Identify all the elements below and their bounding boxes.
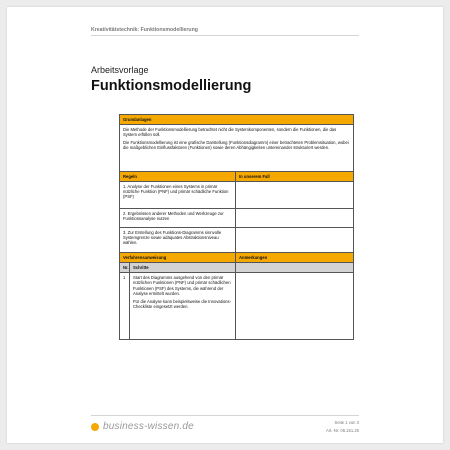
document-kind: Arbeitsvorlage (91, 65, 149, 75)
page-number: Seite 1 von 3 (334, 420, 359, 425)
section-heading-notes: Anmerkungen (236, 253, 354, 263)
step-number: 1 (120, 273, 130, 340)
grundlagen-text (120, 125, 354, 172)
case-notes-cell[interactable] (236, 182, 354, 209)
step-paragraph: Für die Analyse kann beispielsweise die Innovations-Checkliste eingesetzt werden. (133, 298, 231, 309)
logo-dot-icon (91, 423, 99, 431)
grundlagen-paragraph: Die Funktionsmodellierung ist eine grafische Darstellung (Funktionsdiagramm) einer betrachteten Problemsituation, wobei die maßgeblichen Einflussfaktoren (Funktionen) sowie deren Abhängigkeiten untereinander strukturiert werden. (123, 140, 349, 151)
running-header: Kreativitätstechnik: Funktionsmodellierung (91, 27, 198, 33)
rule-cell: 2. Ergebnissen anderer Methoden und Werkzeuge zur Funktionsanalyse nutzen (120, 209, 236, 228)
logo-text: business-wissen.de (103, 421, 194, 432)
rule-cell: 3. Zur Erstellung des Funktions-Diagramms sinnvolle Systemgrenze sowie adäquates Abstraktionsniveau wählen. (120, 228, 236, 253)
brand-logo (91, 421, 194, 432)
section-heading-case: In unserem Fall (236, 172, 354, 182)
section-heading-regeln: Regeln (120, 172, 236, 182)
step-paragraph: Start des Diagramms ausgehend von den primär nützlichen Funktionen (PNF) und primär schädlichen Funktionen (PSF) des Systems, die während der Analyse ermittelt wurden. (133, 275, 231, 296)
column-header-steps: Schritte (130, 263, 236, 273)
step-text (130, 273, 236, 340)
document-page (7, 7, 443, 443)
section-heading-grundlagen: Grundanlagen (120, 115, 354, 125)
footer-divider (91, 415, 359, 416)
column-header-nr: Nr. (120, 263, 130, 273)
case-notes-cell[interactable] (236, 209, 354, 228)
grundlagen-paragraph: Die Methode der Funktionsmodellierung betrachtet nicht die Systemkomponenten, sondern die Funktionen, die das System erfüllen soll. (123, 127, 337, 138)
document-title: Funktionsmodellierung (91, 78, 252, 94)
article-number: Art.-Nr. 06.151.25 (325, 428, 359, 433)
header-divider (91, 35, 359, 36)
worksheet-table (119, 114, 354, 340)
case-notes-cell[interactable] (236, 228, 354, 253)
column-header-notes-empty (236, 263, 354, 273)
rule-cell: 1. Analyse der Funktionen eines Systems in primär nützliche Funktion (PNF) und primär schädliche Funktion (PSF) (120, 182, 236, 209)
step-notes-cell[interactable] (236, 273, 354, 340)
section-heading-verfahren: Verfahrensanweisung (120, 253, 236, 263)
